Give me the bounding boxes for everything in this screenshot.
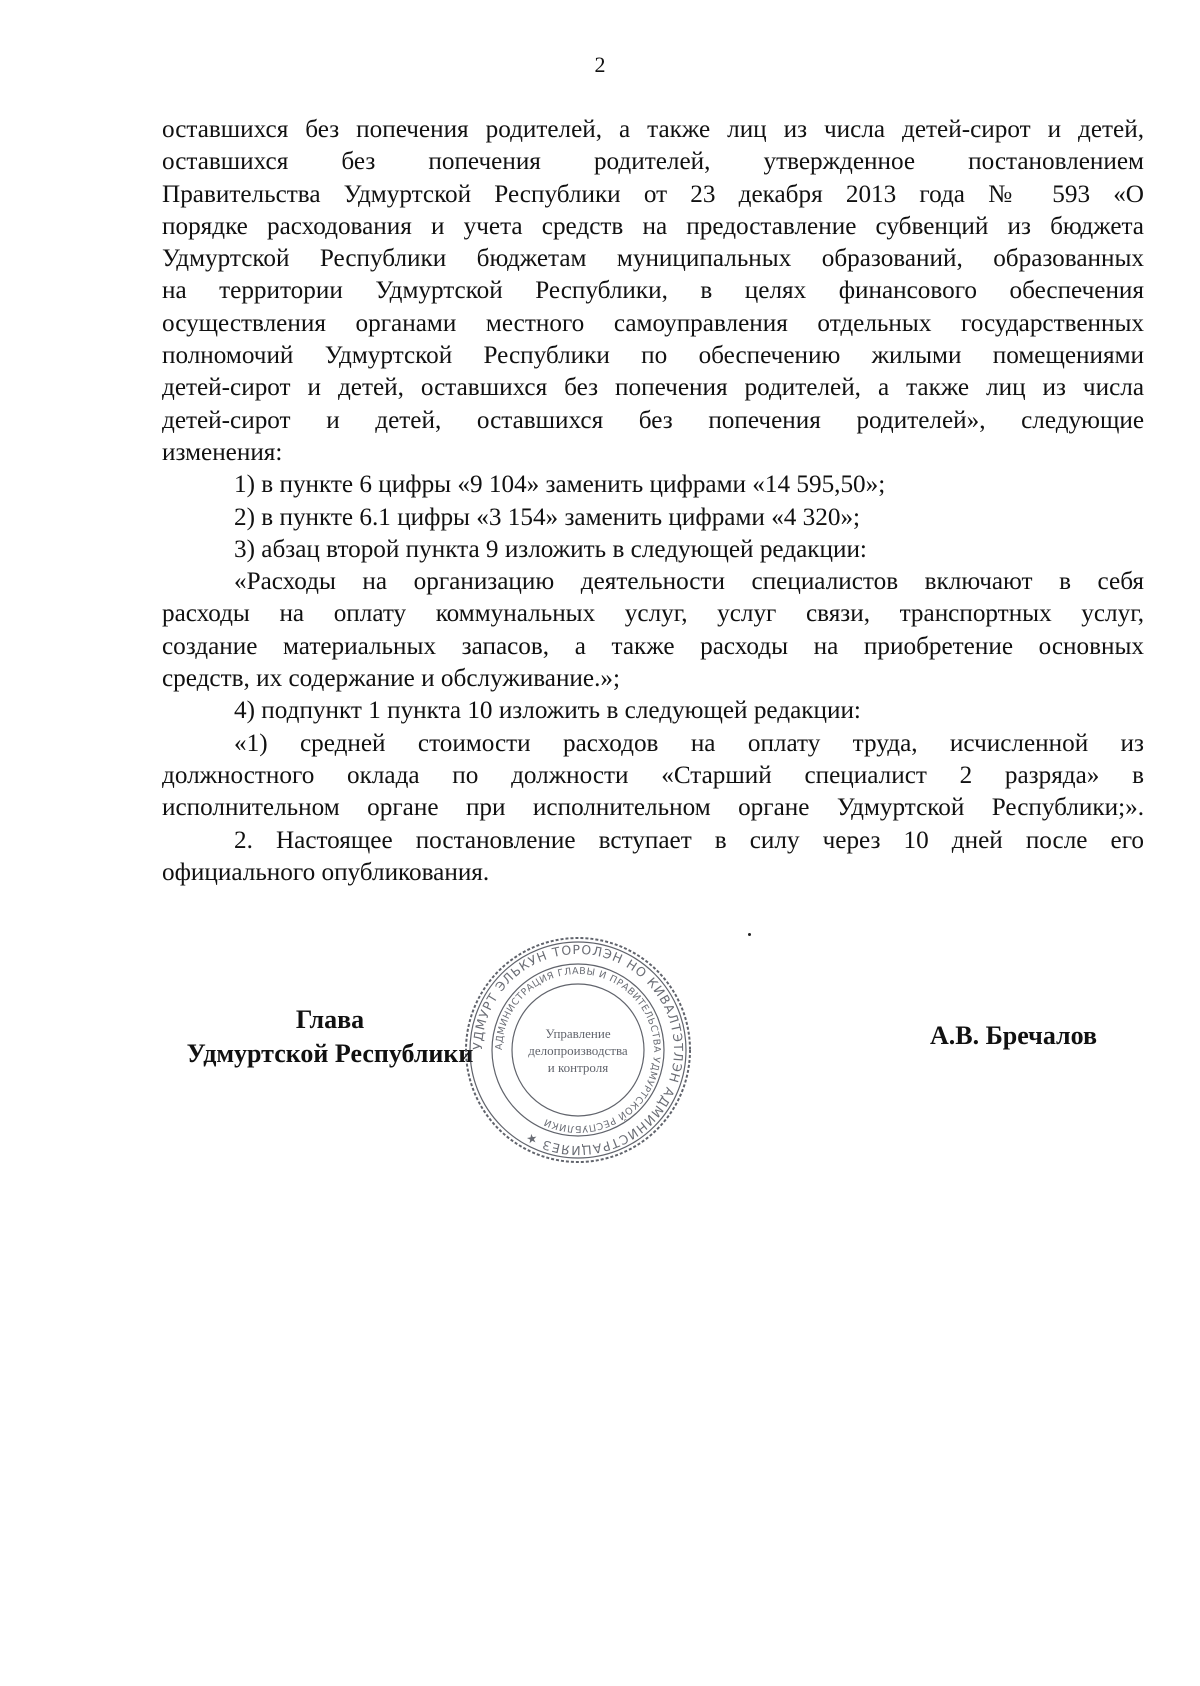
signatory-name: А.В. Бречалов [930,1021,1098,1050]
body-line: Правительства Удмуртской Республики от 23 декабря 2013 года № 593 «О [162,180,1144,208]
body-line: полномочий Удмуртской Республики по обеспечению жилыми помещениями [162,342,1144,370]
body-line: детей-сирот и детей, оставшихся без попечения родителей, а также лиц из числа [162,374,1144,402]
signatory-title-line1: Глава [295,1005,365,1034]
list-item: 1) в пункте 6 цифры «9 104» заменить цифрами «14 595,50»; [234,471,886,499]
signatory-title [170,1003,490,1071]
list-item: 2) в пункте 6.1 цифры «3 154» заменить цифрами «4 320»; [234,503,861,531]
official-seal-stamp [463,935,693,1165]
stamp-outer-text: УДМУРТ ЭЛЬКУН ТОРОЛЭН НО КИВАЛТЭТЛЭН АДМИНИСТРАЦИЯЕЗ ★ [469,941,687,1159]
body-line: создание материальных запасов, а также расходы на приобретение основных [162,632,1144,660]
stamp-center-line2: делопроизводства [528,1043,628,1058]
body-line: на территории Удмуртской Республики, в целях финансового обеспечения [162,277,1144,305]
body-line: расходы на оплату коммунальных услуг, услуг связи, транспортных услуг, [162,600,1144,628]
stamp-center-line3: и контроля [547,1060,609,1075]
body-line: 2. Настоящее постановление вступает в силу через 10 дней после его [234,826,1144,854]
body-line: оставшихся без попечения родителей, утвержденное постановлением [162,148,1144,176]
body-line: оставшихся без попечения родителей, а также лиц из числа детей-сирот и детей, [162,116,1144,143]
body-line: порядке расходования и учета средств на предоставление субвенций из бюджета [162,212,1144,240]
document-body [162,114,1144,889]
body-line: «1) средней стоимости расходов на оплату труда, исчисленной из [234,729,1144,757]
body-line: «Расходы на организацию деятельности специалистов включают в себя [234,568,1144,596]
body-line: исполнительном органе при исполнительном органе Удмуртской Республики;». [162,794,1144,822]
list-item: 4) подпункт 1 пункта 10 изложить в следующей редакции: [234,697,861,725]
stamp-center-line1: Управление [545,1026,611,1041]
body-line: официального опубликования. [162,858,490,886]
body-line: осуществления органами местного самоуправления отдельных государственных [162,309,1144,337]
scan-dot [748,933,751,936]
stamp-inner-text: АДМИНИСТРАЦИЯ ГЛАВЫ И ПРАВИТЕЛЬСТВА УДМУРТСКОЙ РЕСПУБЛИКИ [493,965,663,1135]
body-line: изменения: [162,438,283,466]
signatory-title-line2: Удмуртской Республики [186,1039,474,1068]
body-line: детей-сирот и детей, оставшихся без попечения родителей», следующие [162,406,1144,434]
body-line: Удмуртской Республики бюджетам муниципальных образований, образованных [162,245,1144,273]
body-line: средств, их содержание и обслуживание.»; [162,665,620,693]
list-item: 3) абзац второй пункта 9 изложить в следующей редакции: [234,535,867,563]
body-line: должностного оклада по должности «Старший специалист 2 разряда» в [162,761,1144,789]
page-number: 2 [594,52,606,77]
